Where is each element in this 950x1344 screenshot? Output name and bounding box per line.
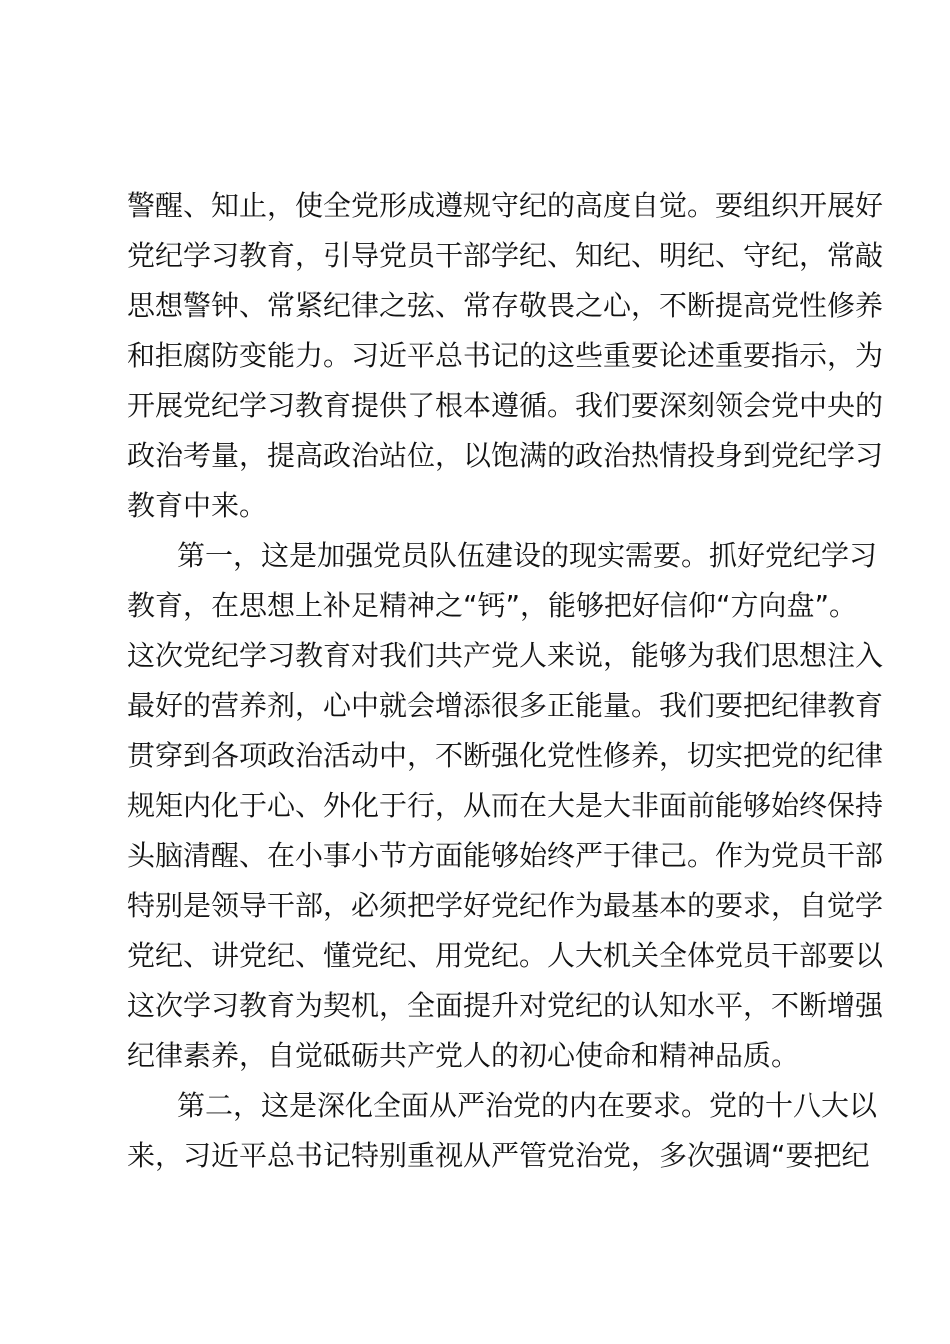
text-line: 最好的营养剂，心中就会增添很多正能量。我们要把纪律教育	[127, 689, 884, 722]
paragraph-second-point	[127, 1081, 878, 1181]
text-line: 政治考量，提高政治站位，以饱满的政治热情投身到党纪学习	[127, 439, 884, 472]
text-line: 纪律素养，自觉砥砺共产党人的初心使命和精神品质。	[127, 1039, 800, 1072]
text-line: 教育，在思想上补足精神之“钙”，能够把好信仰“方向盘”。	[127, 589, 858, 622]
text-line: 开展党纪学习教育提供了根本遵循。我们要深刻领会党中央的	[127, 389, 884, 422]
document-body	[127, 181, 884, 1181]
text-line: 贯穿到各项政治活动中，不断强化党性修养，切实把党的纪律	[127, 739, 884, 772]
text-line: 这次党纪学习教育对我们共产党人来说，能够为我们思想注入	[127, 639, 884, 672]
text-line: 第一，这是加强党员队伍建设的现实需要。抓好党纪学习	[177, 539, 878, 572]
text-line: 来，习近平总书记特别重视从严管党治党，多次强调“要把纪	[127, 1139, 870, 1172]
text-line: 规矩内化于心、外化于行，从而在大是大非面前能够始终保持	[127, 789, 884, 822]
paragraph-continued	[127, 181, 884, 531]
text-line: 思想警钟、常紧纪律之弦、常存敬畏之心，不断提高党性修养	[127, 289, 884, 322]
text-line: 和拒腐防变能力。习近平总书记的这些重要论述重要指示，为	[127, 339, 884, 372]
paragraph-first-point	[127, 531, 884, 1081]
text-line: 党纪学习教育，引导党员干部学纪、知纪、明纪、守纪，常敲	[127, 239, 884, 272]
text-line: 教育中来。	[127, 489, 268, 522]
text-line: 警醒、知止，使全党形成遵规守纪的高度自觉。要组织开展好	[127, 189, 884, 222]
text-line: 党纪、讲党纪、懂党纪、用党纪。人大机关全体党员干部要以	[127, 939, 884, 972]
text-line: 特别是领导干部，必须把学好党纪作为最基本的要求，自觉学	[127, 889, 884, 922]
text-line: 第二，这是深化全面从严治党的内在要求。党的十八大以	[177, 1089, 878, 1122]
text-line: 这次学习教育为契机，全面提升对党纪的认知水平，不断增强	[127, 989, 884, 1022]
text-line: 头脑清醒、在小事小节方面能够始终严于律己。作为党员干部	[127, 839, 884, 872]
